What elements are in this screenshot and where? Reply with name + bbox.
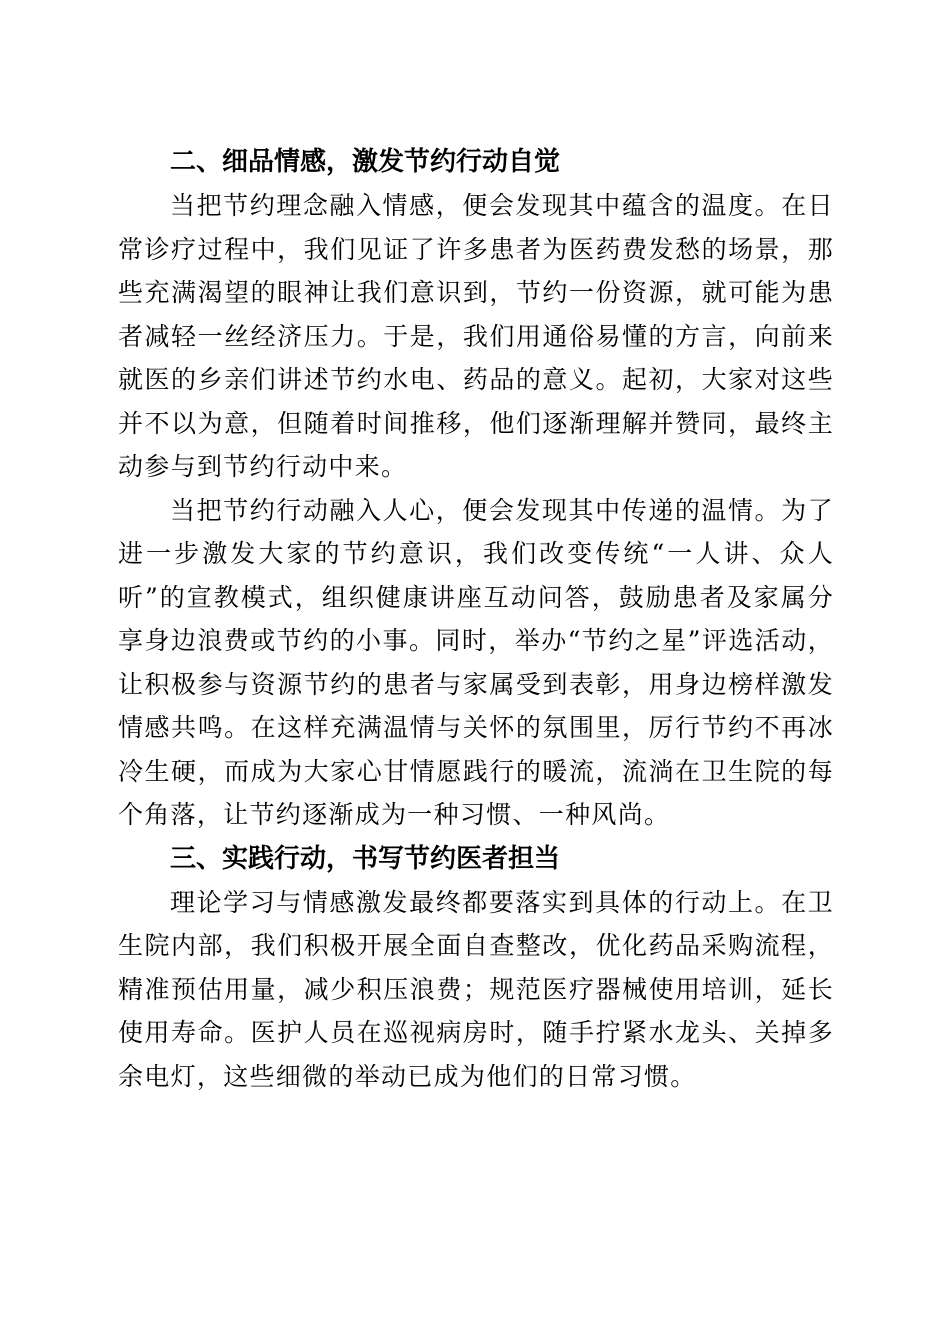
- section-2-paragraph-2: 当把节约行动融入人心，便会发现其中传递的温情。为了进一步激发大家的节约意识，我们改变传统“一人讲、众人听”的宣教模式，组织健康讲座互动问答，鼓励患者及家属分享身边浪费或节约的小事。同时，举办“节约之星”评选活动，让积极参与资源节约的患者与家属受到表彰，用身边榜样激发情感共鸣。在这样充满温情与关怀的氛围里，厉行节约不再冰冷生硬，而成为大家心甘情愿践行的暖流，流淌在卫生院的每个角落，让节约逐渐成为一种习惯、一种风尚。: [118, 495, 834, 829]
- section-3-paragraph-1: 理论学习与情感激发最终都要落实到具体的行动上。在卫生院内部，我们积极开展全面自查整改，优化药品采购流程，精准预估用量，减少积压浪费；规范医疗器械使用培训，延长使用寿命。医护人员在巡视病房时，随手拧紧水龙头、关掉多余电灯，这些细微的举动已成为他们的日常习惯。: [118, 887, 834, 1091]
- section-3-heading: 三、实践行动，书写节约医者担当: [170, 843, 561, 874]
- section-2-paragraph-1: 当把节约理念融入情感，便会发现其中蕴含的温度。在日常诊疗过程中，我们见证了许多患者为医药费发愁的场景，那些充满渴望的眼神让我们意识到，节约一份资源，就可能为患者减轻一丝经济压力。于是，我们用通俗易懂的方言，向前来就医的乡亲们讲述节约水电、药品的意义。起初，大家对这些并不以为意，但随着时间推移，他们逐渐理解并赞同，最终主动参与到节约行动中来。: [118, 191, 834, 481]
- section-2-heading: 二、细品情感，激发节约行动自觉: [170, 147, 561, 177]
- document-body: [118, 140, 834, 1098]
